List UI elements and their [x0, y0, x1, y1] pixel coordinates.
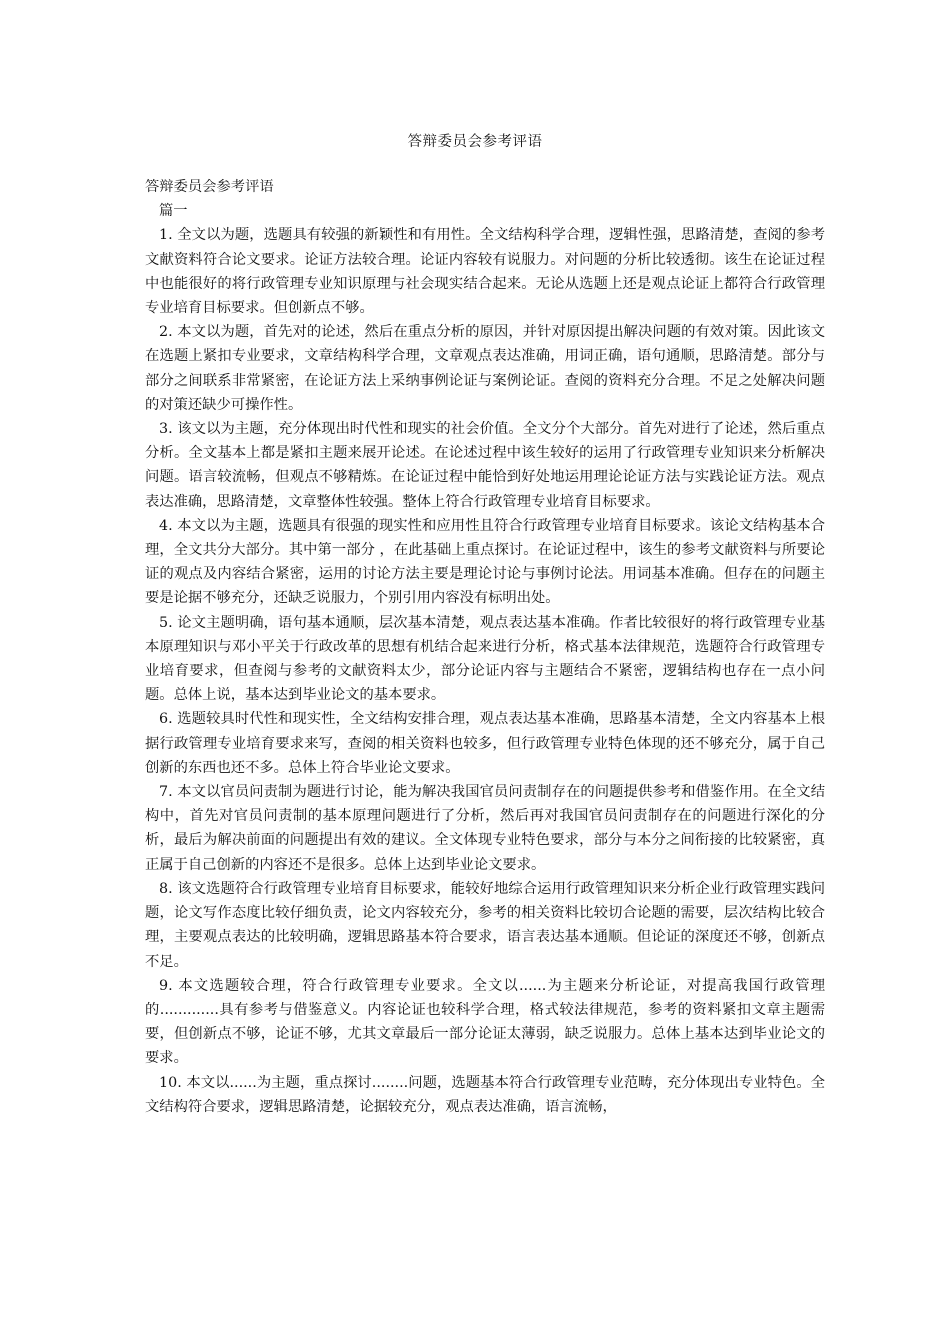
comment-item-4: 4. 本文以为主题，选题具有很强的现实性和应用性且符合行政管理专业培育目标要求。该论文结构基本合理，全文共分大部分。其中第一部分 ，在此基础上重点探讨。在论证过程中，该生的参考文献资料与所要论证的观点及内容结合紧密，运用的讨论方法主要是理论讨论与事例讨论法。用词基本准确。但存在的问题主要是论据不够充分，还缺乏说服力，个别引用内容没有标明出处。	[145, 517, 825, 607]
comment-item-9: 9. 本文选题较合理，符合行政管理专业要求。全文以......为主题来分析论证，对提高我国行政管理的.............具有参考与借鉴意义。内容论证也较科学合理，格式较法律规范，参考的资料紧扣文章主题需要，但创新点不够，论证不够，尤其文章最后一部分论证太薄弱，缺乏说服力。总体上基本达到毕业论文的要求。	[145, 977, 825, 1067]
page-title: 答辩委员会参考评语	[407, 134, 543, 150]
comment-item-1: 1. 全文以为题，选题具有较强的新颖性和有用性。全文结构科学合理，逻辑性强，思路清楚，查阅的参考文献资料符合论文要求。论证方法较合理。论证内容较有说服力。对问题的分析比较透彻。该生在论证过程中也能很好的将行政管理专业知识原理与社会现实结合起来。无论从选题上还是观点论证上都符合行政管理专业培育目标要求。但创新点不够。	[145, 227, 825, 317]
comment-item-10: 10. 本文以......为主题，重点探讨........问题，选题基本符合行政管理专业范畴，充分体现出专业特色。全文结构符合要求，逻辑思路清楚，论据较充分，观点表达准确，语言流畅，	[145, 1074, 825, 1115]
comment-item-8: 8. 该文选题符合行政管理专业培育目标要求，能较好地综合运用行政管理知识来分析企业行政管理实践问题，论文写作态度比较仔细负责，论文内容较充分，参考的相关资料比较切合论题的需要，层次结构比较合理，主要观点表达的比较明确，逻辑思路基本符合要求，语言表达基本通顺。但论证的深度还不够，创新点不足。	[145, 880, 825, 970]
comment-item-3: 3. 该文以为主题，充分体现出时代性和现实的社会价值。全文分个大部分。首先对进行了论述，然后重点分析。全文基本上都是紧扣主题来展开论述。在论述过程中该生较好的运用了行政管理专业知识来分析解决问题。语言较流畅，但观点不够精炼。在论证过程中能恰到好处地运用理论论证方法与实践论证方法。观点表达准确，思路清楚，文章整体性较强。整体上符合行政管理专业培育目标要求。	[145, 421, 825, 510]
comment-item-6: 6. 选题较具时代性和现实性，全文结构安排合理，观点表达基本准确，思路基本清楚，全文内容基本上根据行政管理专业培育要求来写，查阅的相关资料也较多，但行政管理专业特色体现的还不够充分，属于自己创新的东西也还不多。总体上符合毕业论文要求。	[145, 711, 825, 776]
section-subheading: 篇一	[159, 203, 188, 220]
document-body	[145, 175, 825, 1119]
comment-item-2: 2. 本文以为题，首先对的论述，然后在重点分析的原因，并针对原因提出解决问题的有效对策。因此该文在选题上紧扣专业要求，文章结构科学合理，文章观点表达准确，用词正确，语句通顺，思路清楚。部分与部分之间联系非常紧密，在论证方法上采纳事例论证与案例论证。查阅的资料充分合理。不足之处解决问题的对策还缺少可操作性。	[145, 324, 825, 413]
comment-item-7: 7. 本文以官员问责制为题进行讨论，能为解决我国官员问责制存在的问题提供参考和借鉴作用。在全文结构中，首先对官员问责制的基本原理问题进行了分析，然后再对我国官员问责制存在的问题进行深化的分析，最后为解决前面的问题提出有效的建议。全文体现专业特色要求，部分与本分之间衔接的比较紧密，真正属于自己创新的内容还不是很多。总体上达到毕业论文要求。	[145, 784, 825, 873]
comment-item-5: 5. 论文主题明确，语句基本通顺，层次基本清楚，观点表达基本准确。作者比较很好的将行政管理专业基本原理知识与邓小平关于行政改革的思想有机结合起来进行分析，格式基本法律规范，选题符合行政管理专业培育要求，但查阅与参考的文献资料太少，部分论证内容与主题结合不紧密，逻辑结构也存在一点小问题。总体上说，基本达到毕业论文的基本要求。	[145, 614, 825, 704]
section-heading: 答辩委员会参考评语	[145, 179, 274, 195]
